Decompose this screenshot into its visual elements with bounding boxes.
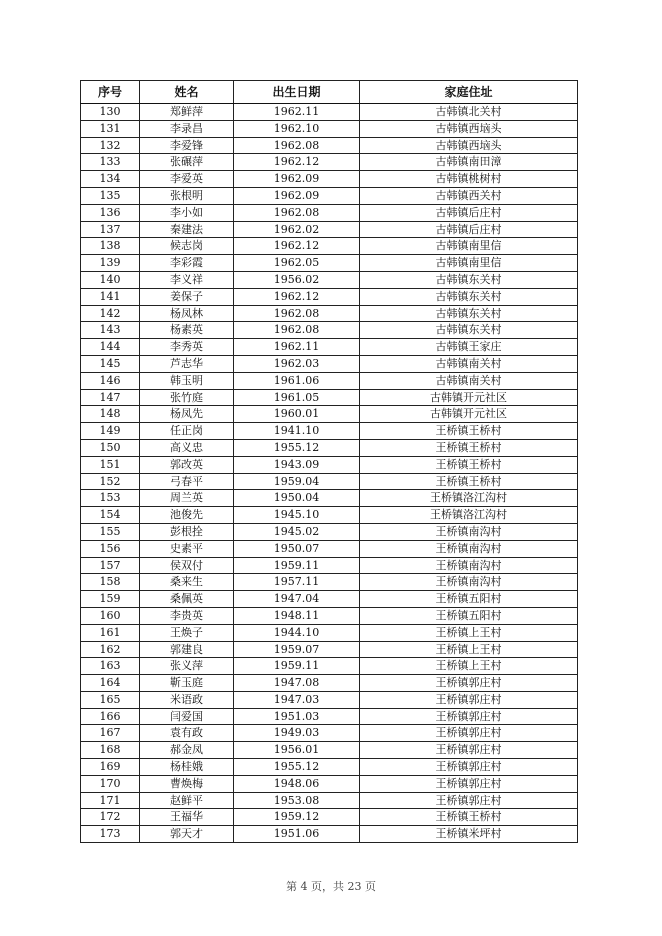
serial-number-cell: 171: [81, 792, 140, 809]
birth-date-cell: 1957.11: [234, 574, 360, 591]
name-cell: 郭天才: [140, 826, 234, 843]
serial-number-cell: 159: [81, 591, 140, 608]
serial-number-cell: 130: [81, 104, 140, 121]
name-cell: 杨桂娥: [140, 759, 234, 776]
serial-number-cell: 146: [81, 372, 140, 389]
serial-number-cell: 151: [81, 456, 140, 473]
birth-date-cell: 1947.03: [234, 691, 360, 708]
address-cell: 古韩镇后庄村: [360, 221, 578, 238]
table-row: [81, 456, 578, 473]
birth-date-cell: 1962.11: [234, 104, 360, 121]
address-cell: 王桥镇南沟村: [360, 540, 578, 557]
serial-number-cell: 167: [81, 725, 140, 742]
name-cell: 郑鲜萍: [140, 104, 234, 121]
table-row: [81, 406, 578, 423]
address-cell: 王桥镇郭庄村: [360, 792, 578, 809]
address-cell: 古韩镇南田漳: [360, 154, 578, 171]
table-row: [81, 708, 578, 725]
birth-date-cell: 1961.06: [234, 372, 360, 389]
address-cell: 古韩镇南关村: [360, 372, 578, 389]
birth-date-cell: 1959.07: [234, 641, 360, 658]
table-row: [81, 355, 578, 372]
name-cell: 秦建法: [140, 221, 234, 238]
table-row: [81, 725, 578, 742]
birth-date-cell: 1949.03: [234, 725, 360, 742]
birth-date-cell: 1944.10: [234, 624, 360, 641]
serial-number-cell: 153: [81, 490, 140, 507]
serial-number-cell: 168: [81, 742, 140, 759]
name-cell: 李义祥: [140, 271, 234, 288]
table-row: [81, 641, 578, 658]
table-row: [81, 120, 578, 137]
address-cell: 古韩镇桃树村: [360, 171, 578, 188]
birth-date-cell: 1941.10: [234, 423, 360, 440]
address-cell: 王桥镇南沟村: [360, 574, 578, 591]
serial-number-cell: 157: [81, 557, 140, 574]
name-cell: 彭根拴: [140, 523, 234, 540]
birth-date-cell: 1961.05: [234, 389, 360, 406]
name-cell: 李秀英: [140, 339, 234, 356]
address-cell: 王桥镇王桥村: [360, 423, 578, 440]
address-cell: 王桥镇米坪村: [360, 826, 578, 843]
name-cell: 李爱锋: [140, 137, 234, 154]
table-row: [81, 792, 578, 809]
table-row: [81, 490, 578, 507]
address-cell: 王桥镇上王村: [360, 641, 578, 658]
table-row: [81, 204, 578, 221]
table-row: [81, 473, 578, 490]
table-row: [81, 322, 578, 339]
header-row: [81, 81, 578, 104]
birth-date-cell: 1960.01: [234, 406, 360, 423]
serial-number-cell: 138: [81, 238, 140, 255]
name-cell: 弓春平: [140, 473, 234, 490]
serial-number-cell: 166: [81, 708, 140, 725]
table-row: [81, 691, 578, 708]
birth-date-cell: 1943.09: [234, 456, 360, 473]
table-row: [81, 775, 578, 792]
header-home-address: 家庭住址: [360, 81, 578, 104]
name-cell: 桑佩英: [140, 591, 234, 608]
address-cell: 王桥镇王桥村: [360, 809, 578, 826]
table-row: [81, 339, 578, 356]
address-cell: 古韩镇开元社区: [360, 389, 578, 406]
address-cell: 古韩镇开元社区: [360, 406, 578, 423]
table-row: [81, 540, 578, 557]
serial-number-cell: 142: [81, 305, 140, 322]
name-cell: 赵鲜平: [140, 792, 234, 809]
name-cell: 杨凤先: [140, 406, 234, 423]
birth-date-cell: 1962.05: [234, 255, 360, 272]
birth-date-cell: 1959.11: [234, 658, 360, 675]
name-cell: 李小如: [140, 204, 234, 221]
table-row: [81, 523, 578, 540]
serial-number-cell: 162: [81, 641, 140, 658]
birth-date-cell: 1962.03: [234, 355, 360, 372]
name-cell: 周兰英: [140, 490, 234, 507]
address-cell: 古韩镇王家庄: [360, 339, 578, 356]
birth-date-cell: 1947.08: [234, 675, 360, 692]
serial-number-cell: 145: [81, 355, 140, 372]
name-cell: 曹焕梅: [140, 775, 234, 792]
birth-date-cell: 1953.08: [234, 792, 360, 809]
birth-date-cell: 1948.11: [234, 607, 360, 624]
serial-number-cell: 147: [81, 389, 140, 406]
serial-number-cell: 141: [81, 288, 140, 305]
address-cell: 古韩镇北关村: [360, 104, 578, 121]
address-cell: 古韩镇西关村: [360, 187, 578, 204]
address-cell: 王桥镇上王村: [360, 658, 578, 675]
name-cell: 芦志华: [140, 355, 234, 372]
table-row: [81, 104, 578, 121]
resident-table: [80, 80, 578, 843]
birth-date-cell: 1951.06: [234, 826, 360, 843]
table-row: [81, 137, 578, 154]
address-cell: 古韩镇南关村: [360, 355, 578, 372]
table-row: [81, 305, 578, 322]
serial-number-cell: 158: [81, 574, 140, 591]
name-cell: 李贵英: [140, 607, 234, 624]
birth-date-cell: 1955.12: [234, 439, 360, 456]
table-row: [81, 221, 578, 238]
address-cell: 王桥镇洛江沟村: [360, 507, 578, 524]
table-row: [81, 742, 578, 759]
table-row: [81, 826, 578, 843]
serial-number-cell: 134: [81, 171, 140, 188]
address-cell: 王桥镇上王村: [360, 624, 578, 641]
table-row: [81, 624, 578, 641]
address-cell: 王桥镇郭庄村: [360, 708, 578, 725]
table-body: [81, 104, 578, 843]
name-cell: 李彩霞: [140, 255, 234, 272]
address-cell: 王桥镇王桥村: [360, 456, 578, 473]
serial-number-cell: 131: [81, 120, 140, 137]
birth-date-cell: 1951.03: [234, 708, 360, 725]
serial-number-cell: 149: [81, 423, 140, 440]
birth-date-cell: 1962.09: [234, 187, 360, 204]
serial-number-cell: 135: [81, 187, 140, 204]
birth-date-cell: 1962.11: [234, 339, 360, 356]
birth-date-cell: 1962.12: [234, 154, 360, 171]
birth-date-cell: 1962.08: [234, 305, 360, 322]
data-sheet: [80, 80, 577, 843]
address-cell: 古韩镇东关村: [360, 305, 578, 322]
address-cell: 王桥镇洛江沟村: [360, 490, 578, 507]
address-cell: 古韩镇东关村: [360, 322, 578, 339]
table-row: [81, 607, 578, 624]
name-cell: 张根明: [140, 187, 234, 204]
birth-date-cell: 1959.12: [234, 809, 360, 826]
serial-number-cell: 136: [81, 204, 140, 221]
address-cell: 王桥镇郭庄村: [360, 759, 578, 776]
header-serial-number: 序号: [81, 81, 140, 104]
address-cell: 王桥镇郭庄村: [360, 725, 578, 742]
name-cell: 池俊先: [140, 507, 234, 524]
name-cell: 韩玉明: [140, 372, 234, 389]
birth-date-cell: 1962.10: [234, 120, 360, 137]
address-cell: 王桥镇郭庄村: [360, 775, 578, 792]
birth-date-cell: 1962.12: [234, 288, 360, 305]
birth-date-cell: 1962.12: [234, 238, 360, 255]
address-cell: 古韩镇东关村: [360, 288, 578, 305]
birth-date-cell: 1956.01: [234, 742, 360, 759]
name-cell: 张竹庭: [140, 389, 234, 406]
address-cell: 王桥镇郭庄村: [360, 675, 578, 692]
serial-number-cell: 137: [81, 221, 140, 238]
name-cell: 高义忠: [140, 439, 234, 456]
birth-date-cell: 1962.08: [234, 322, 360, 339]
name-cell: 王福华: [140, 809, 234, 826]
table-row: [81, 658, 578, 675]
table-row: [81, 423, 578, 440]
serial-number-cell: 155: [81, 523, 140, 540]
serial-number-cell: 133: [81, 154, 140, 171]
table-row: [81, 591, 578, 608]
serial-number-cell: 160: [81, 607, 140, 624]
name-cell: 桑来生: [140, 574, 234, 591]
name-cell: 杨素英: [140, 322, 234, 339]
serial-number-cell: 165: [81, 691, 140, 708]
serial-number-cell: 140: [81, 271, 140, 288]
birth-date-cell: 1959.11: [234, 557, 360, 574]
address-cell: 王桥镇南沟村: [360, 523, 578, 540]
birth-date-cell: 1962.08: [234, 137, 360, 154]
serial-number-cell: 169: [81, 759, 140, 776]
table-row: [81, 288, 578, 305]
table-row: [81, 255, 578, 272]
birth-date-cell: 1950.07: [234, 540, 360, 557]
serial-number-cell: 152: [81, 473, 140, 490]
address-cell: 王桥镇郭庄村: [360, 742, 578, 759]
name-cell: 李爱英: [140, 171, 234, 188]
name-cell: 候志岗: [140, 238, 234, 255]
birth-date-cell: 1945.02: [234, 523, 360, 540]
table-row: [81, 439, 578, 456]
serial-number-cell: 148: [81, 406, 140, 423]
name-cell: 李录昌: [140, 120, 234, 137]
serial-number-cell: 161: [81, 624, 140, 641]
header-birth-date: 出生日期: [234, 81, 360, 104]
serial-number-cell: 143: [81, 322, 140, 339]
name-cell: 靳玉庭: [140, 675, 234, 692]
table-row: [81, 557, 578, 574]
serial-number-cell: 139: [81, 255, 140, 272]
birth-date-cell: 1950.04: [234, 490, 360, 507]
table-row: [81, 389, 578, 406]
address-cell: 古韩镇后庄村: [360, 204, 578, 221]
name-cell: 郝金凤: [140, 742, 234, 759]
address-cell: 古韩镇西垴头: [360, 120, 578, 137]
serial-number-cell: 156: [81, 540, 140, 557]
address-cell: 古韩镇东关村: [360, 271, 578, 288]
serial-number-cell: 132: [81, 137, 140, 154]
address-cell: 王桥镇南沟村: [360, 557, 578, 574]
birth-date-cell: 1948.06: [234, 775, 360, 792]
birth-date-cell: 1947.04: [234, 591, 360, 608]
serial-number-cell: 154: [81, 507, 140, 524]
header-name: 姓名: [140, 81, 234, 104]
name-cell: 姜保子: [140, 288, 234, 305]
birth-date-cell: 1945.10: [234, 507, 360, 524]
table-row: [81, 271, 578, 288]
birth-date-cell: 1956.02: [234, 271, 360, 288]
table-row: [81, 238, 578, 255]
birth-date-cell: 1962.02: [234, 221, 360, 238]
name-cell: 郭改英: [140, 456, 234, 473]
name-cell: 杨凤林: [140, 305, 234, 322]
name-cell: 张碾萍: [140, 154, 234, 171]
address-cell: 王桥镇王桥村: [360, 473, 578, 490]
serial-number-cell: 172: [81, 809, 140, 826]
name-cell: 袁有政: [140, 725, 234, 742]
birth-date-cell: 1962.08: [234, 204, 360, 221]
name-cell: 张义萍: [140, 658, 234, 675]
serial-number-cell: 150: [81, 439, 140, 456]
table-row: [81, 507, 578, 524]
table-row: [81, 372, 578, 389]
name-cell: 侯双付: [140, 557, 234, 574]
table-row: [81, 187, 578, 204]
address-cell: 古韩镇南里信: [360, 255, 578, 272]
serial-number-cell: 144: [81, 339, 140, 356]
serial-number-cell: 164: [81, 675, 140, 692]
birth-date-cell: 1955.12: [234, 759, 360, 776]
serial-number-cell: 170: [81, 775, 140, 792]
table-row: [81, 171, 578, 188]
table-row: [81, 154, 578, 171]
table-row: [81, 809, 578, 826]
address-cell: 王桥镇王桥村: [360, 439, 578, 456]
name-cell: 史素平: [140, 540, 234, 557]
name-cell: 任正岗: [140, 423, 234, 440]
birth-date-cell: 1962.09: [234, 171, 360, 188]
serial-number-cell: 173: [81, 826, 140, 843]
serial-number-cell: 163: [81, 658, 140, 675]
name-cell: 米语政: [140, 691, 234, 708]
address-cell: 王桥镇五阳村: [360, 607, 578, 624]
address-cell: 古韩镇南里信: [360, 238, 578, 255]
table-row: [81, 759, 578, 776]
name-cell: 闫爱国: [140, 708, 234, 725]
name-cell: 郭建良: [140, 641, 234, 658]
birth-date-cell: 1959.04: [234, 473, 360, 490]
address-cell: 王桥镇五阳村: [360, 591, 578, 608]
page-number-footer: 第 4 页，共 23 页: [286, 880, 376, 893]
address-cell: 古韩镇西垴头: [360, 137, 578, 154]
address-cell: 王桥镇郭庄村: [360, 691, 578, 708]
table-row: [81, 574, 578, 591]
name-cell: 王焕子: [140, 624, 234, 641]
table-row: [81, 675, 578, 692]
